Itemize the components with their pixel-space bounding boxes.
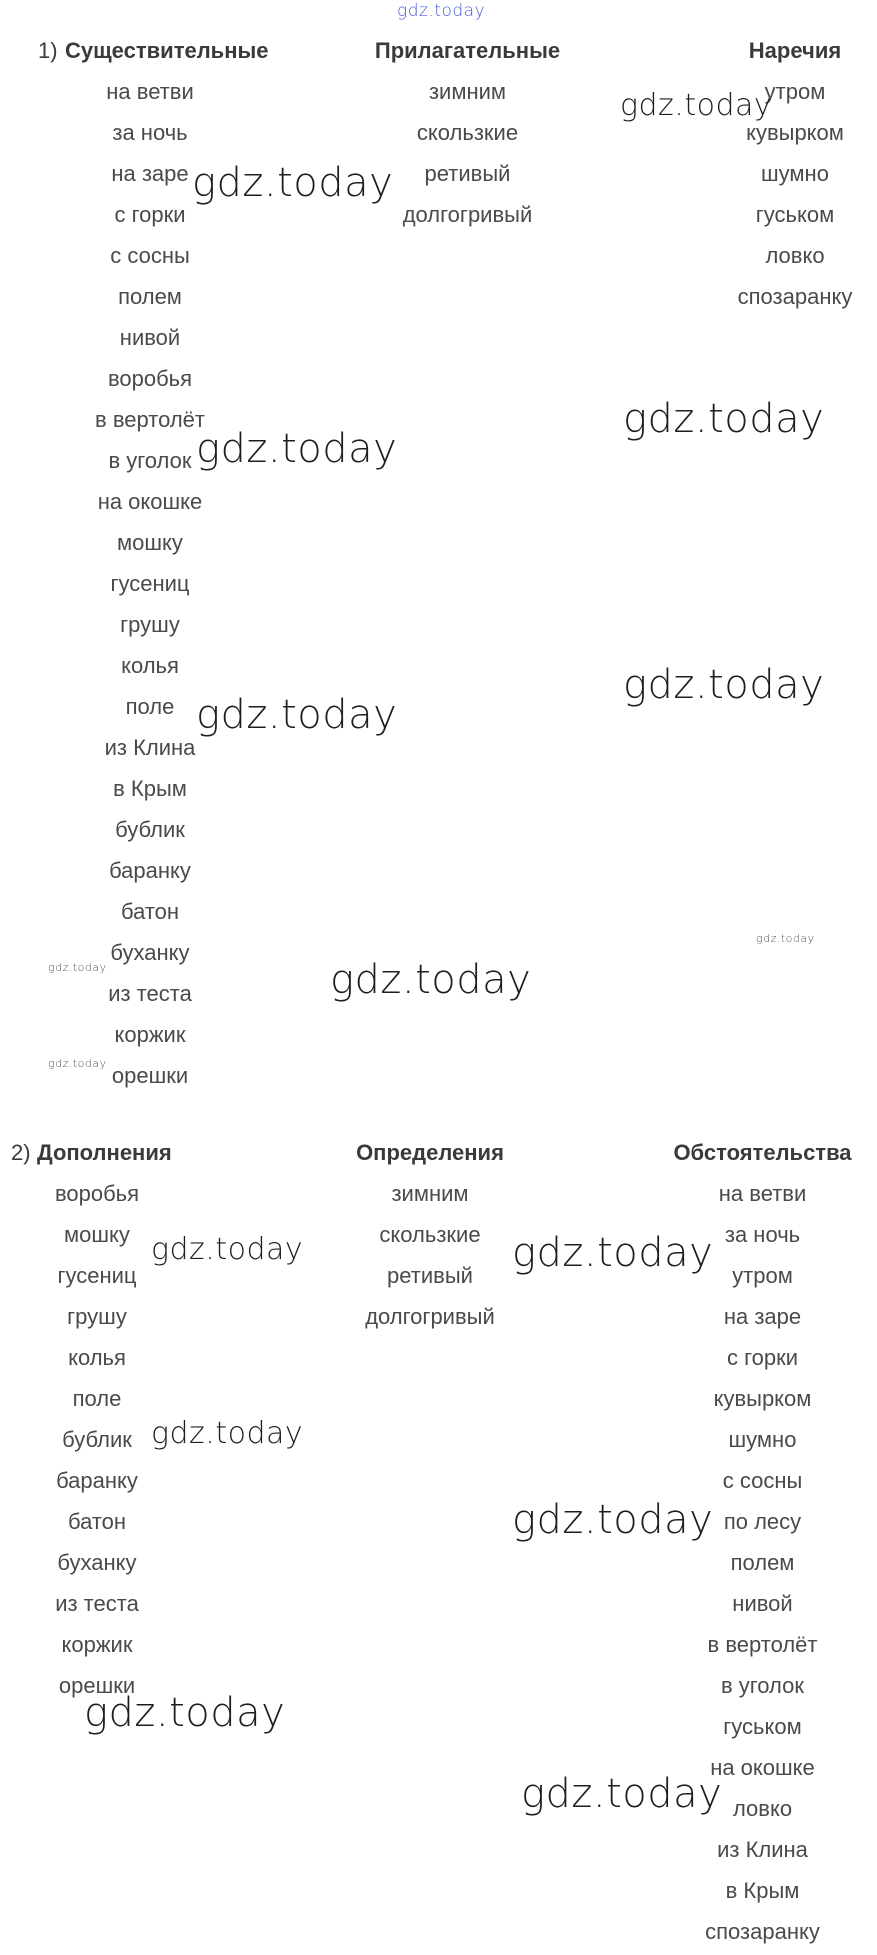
word-item: на заре <box>723 1304 802 1329</box>
word-item: мошку <box>117 530 183 555</box>
word-item: скользкие <box>379 1222 481 1247</box>
word-item: колья <box>121 653 179 678</box>
word-item: бублик <box>115 817 185 842</box>
part2-column-attributes <box>345 1132 515 1337</box>
watermark: gdz.today <box>397 1 486 21</box>
word-item: в вертолёт <box>707 1632 818 1657</box>
word-item: мошку <box>64 1222 130 1247</box>
part2-number: 2) <box>11 1140 31 1165</box>
word-item: на окошке <box>97 489 203 514</box>
watermark: gdz.today <box>48 1057 107 1070</box>
word-item: поле <box>125 694 175 719</box>
word-item: в Крым <box>113 776 187 801</box>
word-item: на окошке <box>710 1755 815 1780</box>
word-item: утром <box>764 79 826 104</box>
word-item: на ветви <box>718 1181 807 1206</box>
word-item: полем <box>730 1550 795 1575</box>
word-item: гуськом <box>723 1714 802 1739</box>
word-item: с сосны <box>722 1468 803 1493</box>
watermark: gdz.today <box>196 692 398 738</box>
word-item: из Клина <box>104 735 196 760</box>
word-item: утром <box>732 1263 793 1288</box>
watermark: gdz.today <box>512 1497 714 1543</box>
word-item: зимним <box>391 1181 469 1206</box>
word-item: ловко <box>765 243 825 268</box>
word-item: нивой <box>119 325 181 350</box>
word-item: за ночь <box>724 1222 801 1247</box>
word-item: по лесу <box>723 1509 802 1534</box>
word-item: коржик <box>114 1022 186 1047</box>
word-item: с горки <box>726 1345 799 1370</box>
watermark: gdz.today <box>151 1232 304 1267</box>
word-item: из теста <box>55 1591 139 1616</box>
column-header: Прилагательные <box>374 38 561 63</box>
part2-column-objects <box>32 1132 172 1706</box>
word-item: орешки <box>111 1063 189 1088</box>
column-header: Определения <box>356 1140 504 1165</box>
word-item: баранку <box>56 1468 138 1493</box>
word-item: грушу <box>120 612 180 637</box>
part1-number: 1) <box>38 38 58 63</box>
word-item: в уголок <box>108 448 192 473</box>
word-item: ловко <box>732 1796 793 1821</box>
word-item: в уголок <box>720 1673 805 1698</box>
word-item: в Крым <box>725 1878 800 1903</box>
word-item: гусениц <box>110 571 190 596</box>
word-item: с горки <box>114 202 186 227</box>
part1-column-adverbs <box>725 30 865 317</box>
word-item: шумно <box>761 161 829 186</box>
watermark: gdz.today <box>623 396 825 442</box>
word-item: гусениц <box>57 1263 137 1288</box>
word-item: бублик <box>62 1427 132 1452</box>
word-item: ретивый <box>387 1263 473 1288</box>
column-header: Наречия <box>748 38 842 63</box>
word-item: батон <box>67 1509 127 1534</box>
column-header: Обстоятельства <box>673 1140 852 1165</box>
word-item: буханку <box>110 940 190 965</box>
word-item: воробья <box>107 366 193 391</box>
watermark: gdz.today <box>84 1690 286 1736</box>
word-item: долгогривый <box>365 1304 495 1329</box>
column-header: Существительные <box>65 38 269 63</box>
watermark: gdz.today <box>196 426 398 472</box>
watermark: gdz.today <box>512 1230 714 1276</box>
word-item: зимним <box>428 79 507 104</box>
word-item: поле <box>72 1386 122 1411</box>
word-item: из Клина <box>717 1837 808 1862</box>
word-item: кувырком <box>713 1386 812 1411</box>
word-item: долгогривый <box>402 202 533 227</box>
word-item: из теста <box>108 981 192 1006</box>
word-item: баранку <box>109 858 191 883</box>
word-item: нивой <box>732 1591 793 1616</box>
word-item: в вертолёт <box>95 407 205 432</box>
watermark: gdz.today <box>521 1771 723 1817</box>
column-header: Дополнения <box>37 1140 172 1165</box>
word-item: скользкие <box>416 120 519 145</box>
word-item: спозаранку <box>737 284 853 309</box>
word-item: за ночь <box>112 120 188 145</box>
watermark: gdz.today <box>623 662 825 708</box>
word-item: коржик <box>61 1632 133 1657</box>
watermark: gdz.today <box>192 160 394 206</box>
word-item: шумно <box>728 1427 797 1452</box>
word-item: колья <box>68 1345 126 1370</box>
watermark: gdz.today <box>756 932 815 945</box>
word-item: спозаранку <box>705 1919 820 1944</box>
word-item: на заре <box>111 161 189 186</box>
watermark: gdz.today <box>48 961 107 974</box>
word-item: буханку <box>57 1550 137 1575</box>
watermark: gdz.today <box>330 957 532 1003</box>
word-item: с сосны <box>110 243 190 268</box>
watermark: gdz.today <box>620 88 773 123</box>
word-item: на ветви <box>106 79 194 104</box>
word-item: воробья <box>54 1181 140 1206</box>
word-item: батон <box>120 899 180 924</box>
word-item: орешки <box>58 1673 136 1698</box>
word-item: грушу <box>67 1304 127 1329</box>
watermark: gdz.today <box>151 1416 304 1451</box>
word-item: гуськом <box>755 202 835 227</box>
word-item: кувырком <box>746 120 844 145</box>
word-item: ретивый <box>424 161 511 186</box>
word-item: полем <box>118 284 182 309</box>
